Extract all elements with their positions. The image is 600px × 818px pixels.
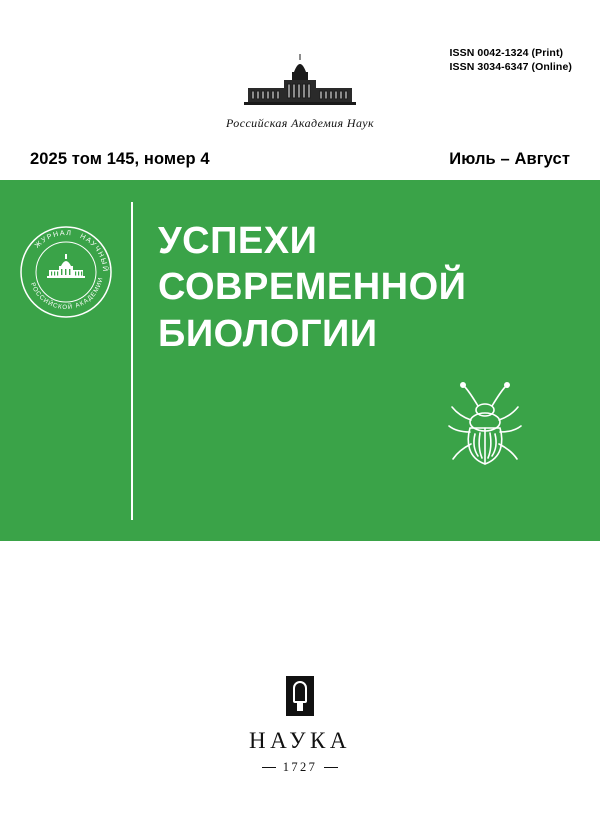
volume-issue-label: 2025 том 145, номер 4 <box>30 149 210 168</box>
year-dash-right <box>324 767 338 768</box>
issn-block <box>449 46 572 74</box>
publisher-year-value: 1727 <box>282 760 318 774</box>
year-dash-left <box>262 767 276 768</box>
academy-emblem <box>205 50 395 145</box>
journal-seal <box>18 224 114 320</box>
issn-online: ISSN 3034-6347 (Online) <box>449 61 572 74</box>
academy-emblem-caption: Российская Академия Наук <box>226 116 374 130</box>
nauka-publisher-mark-icon <box>286 676 314 716</box>
issue-months-label: Июль – Август <box>449 149 570 168</box>
publisher-name: НАУКА <box>249 728 351 753</box>
journal-title <box>158 218 558 357</box>
journal-title-line-1: УСПЕХИ <box>158 220 318 262</box>
svg-text:ЖУРНАЛ: ЖУРНАЛ <box>33 229 73 250</box>
publisher-block <box>0 676 600 775</box>
beetle-illustration-icon <box>440 380 530 480</box>
publisher-year <box>262 760 339 775</box>
svg-text:НАУЧНЫЙ: НАУЧНЫЙ <box>78 232 109 273</box>
vertical-divider <box>131 202 133 520</box>
journal-title-line-2: СОВРЕМЕННОЙ <box>158 266 467 309</box>
svg-text:РОССИЙСКОЙ АКАДЕМИИ: РОССИЙСКОЙ АКАДЕМИИ <box>28 276 105 312</box>
academy-building-emblem-icon <box>220 50 380 120</box>
issn-print: ISSN 0042-1324 (Print) <box>449 47 564 59</box>
journal-title-line-3: БИОЛОГИИ <box>158 312 378 355</box>
volume-line <box>0 146 600 172</box>
